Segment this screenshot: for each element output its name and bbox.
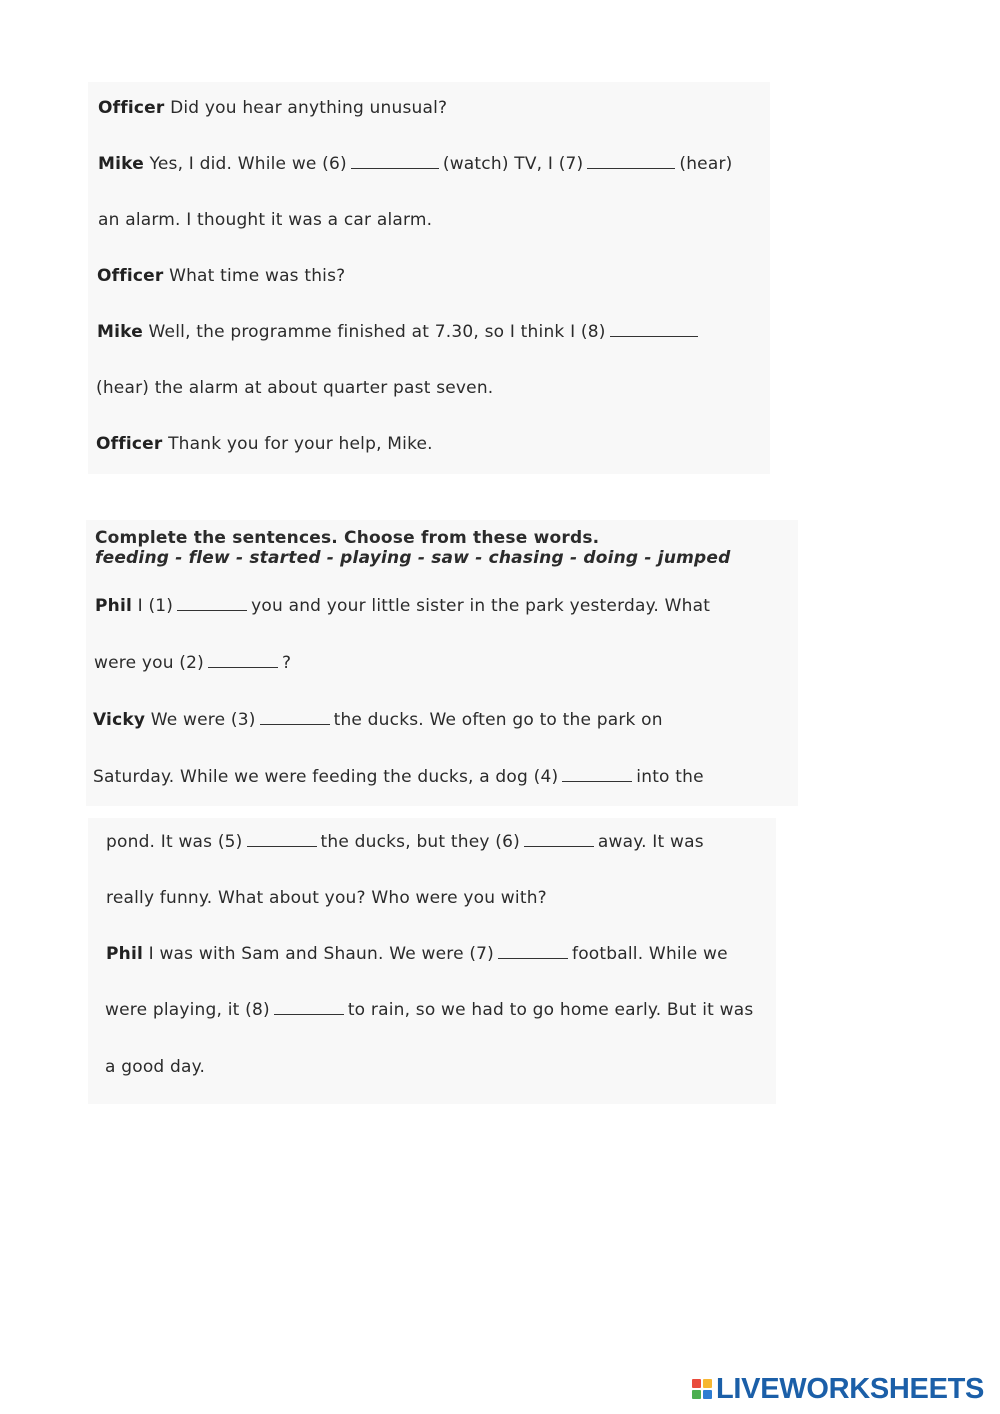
exercise-line-1 bbox=[95, 596, 710, 616]
answer-blank-7[interactable] bbox=[587, 167, 675, 169]
answer-blank-5[interactable] bbox=[247, 845, 317, 847]
line-text: were playing, it (8) bbox=[105, 1000, 270, 1020]
exercise-line-4 bbox=[93, 767, 704, 787]
answer-blank-7[interactable] bbox=[498, 957, 568, 959]
answer-blank-6[interactable] bbox=[351, 167, 439, 169]
line-text: Yes, I did. While we (6) bbox=[149, 154, 347, 174]
line-text: the ducks. We often go to the park on bbox=[333, 710, 663, 730]
line-text: you and your little sister in the park yesterday. What bbox=[251, 596, 711, 616]
answer-blank-6[interactable] bbox=[524, 845, 594, 847]
dialogue-line-4 bbox=[97, 266, 345, 286]
logo-icon bbox=[692, 1379, 712, 1399]
exercise-line-3 bbox=[93, 710, 663, 730]
speaker-label: Vicky bbox=[93, 710, 146, 730]
answer-blank-4[interactable] bbox=[562, 780, 632, 782]
exercise-heading: Complete the sentences. Choose from these words. bbox=[95, 528, 600, 548]
exercise-line-8 bbox=[105, 1000, 753, 1020]
answer-blank-8[interactable] bbox=[610, 335, 698, 337]
line-text: a good day. bbox=[105, 1057, 206, 1077]
liveworksheets-logo[interactable] bbox=[692, 1374, 984, 1404]
dialogue-line-6 bbox=[96, 378, 493, 398]
speaker-label: Mike bbox=[97, 322, 143, 342]
speaker-label: Phil bbox=[106, 944, 144, 964]
speaker-label: Mike bbox=[98, 154, 144, 174]
brand-name: LIVEWORKSHEETS bbox=[716, 1372, 985, 1405]
line-text: Saturday. While we were feeding the ducks, a dog (4) bbox=[93, 767, 559, 787]
line-text: the ducks, but they (6) bbox=[320, 832, 520, 852]
line-text: What time was this? bbox=[169, 266, 346, 286]
line-text: an alarm. I thought it was a car alarm. bbox=[98, 210, 433, 230]
answer-blank-3[interactable] bbox=[260, 723, 330, 725]
line-text: into the bbox=[636, 767, 704, 787]
answer-blank-2[interactable] bbox=[208, 666, 278, 668]
dialogue-line-1 bbox=[98, 98, 447, 118]
logo-square bbox=[692, 1379, 701, 1388]
speaker-label: Officer bbox=[97, 266, 164, 286]
speaker-label: Officer bbox=[98, 98, 165, 118]
line-text: I (1) bbox=[137, 596, 174, 616]
line-text: I was with Sam and Shaun. We were (7) bbox=[148, 944, 495, 964]
line-text: really funny. What about you? Who were you with? bbox=[106, 888, 547, 908]
line-text: Did you hear anything unusual? bbox=[170, 98, 448, 118]
line-text: Well, the programme finished at 7.30, so I think I (8) bbox=[148, 322, 606, 342]
line-text: (hear) the alarm at about quarter past seven. bbox=[96, 378, 494, 398]
exercise-line-7 bbox=[106, 944, 728, 964]
exercise-line-2 bbox=[94, 653, 291, 673]
line-text: to rain, so we had to go home early. But it was bbox=[347, 1000, 754, 1020]
dialogue-line-5 bbox=[97, 322, 702, 342]
line-text: away. It was bbox=[597, 832, 704, 852]
line-text: pond. It was (5) bbox=[106, 832, 243, 852]
exercise-line-5 bbox=[106, 832, 704, 852]
dialogue-line-3 bbox=[98, 210, 432, 230]
line-text: Thank you for your help, Mike. bbox=[168, 434, 433, 454]
exercise-line-9 bbox=[105, 1057, 205, 1077]
line-text: were you (2) bbox=[94, 653, 204, 673]
dialogue-line-7 bbox=[96, 434, 433, 454]
line-text: ? bbox=[281, 653, 292, 673]
logo-square bbox=[703, 1379, 712, 1388]
exercise-line-6 bbox=[106, 888, 547, 908]
logo-square bbox=[692, 1390, 701, 1399]
line-text: (hear) bbox=[679, 154, 733, 174]
speaker-label: Phil bbox=[95, 596, 133, 616]
speaker-label: Officer bbox=[96, 434, 163, 454]
dialogue-line-2 bbox=[98, 154, 732, 174]
word-bank: feeding - flew - started - playing - saw - chasing - doing - jumped bbox=[95, 548, 731, 568]
logo-square bbox=[703, 1390, 712, 1399]
line-text: We were (3) bbox=[150, 710, 256, 730]
line-text: football. While we bbox=[572, 944, 728, 964]
line-text: (watch) TV, I (7) bbox=[442, 154, 584, 174]
answer-blank-8[interactable] bbox=[274, 1013, 344, 1015]
answer-blank-1[interactable] bbox=[177, 609, 247, 611]
